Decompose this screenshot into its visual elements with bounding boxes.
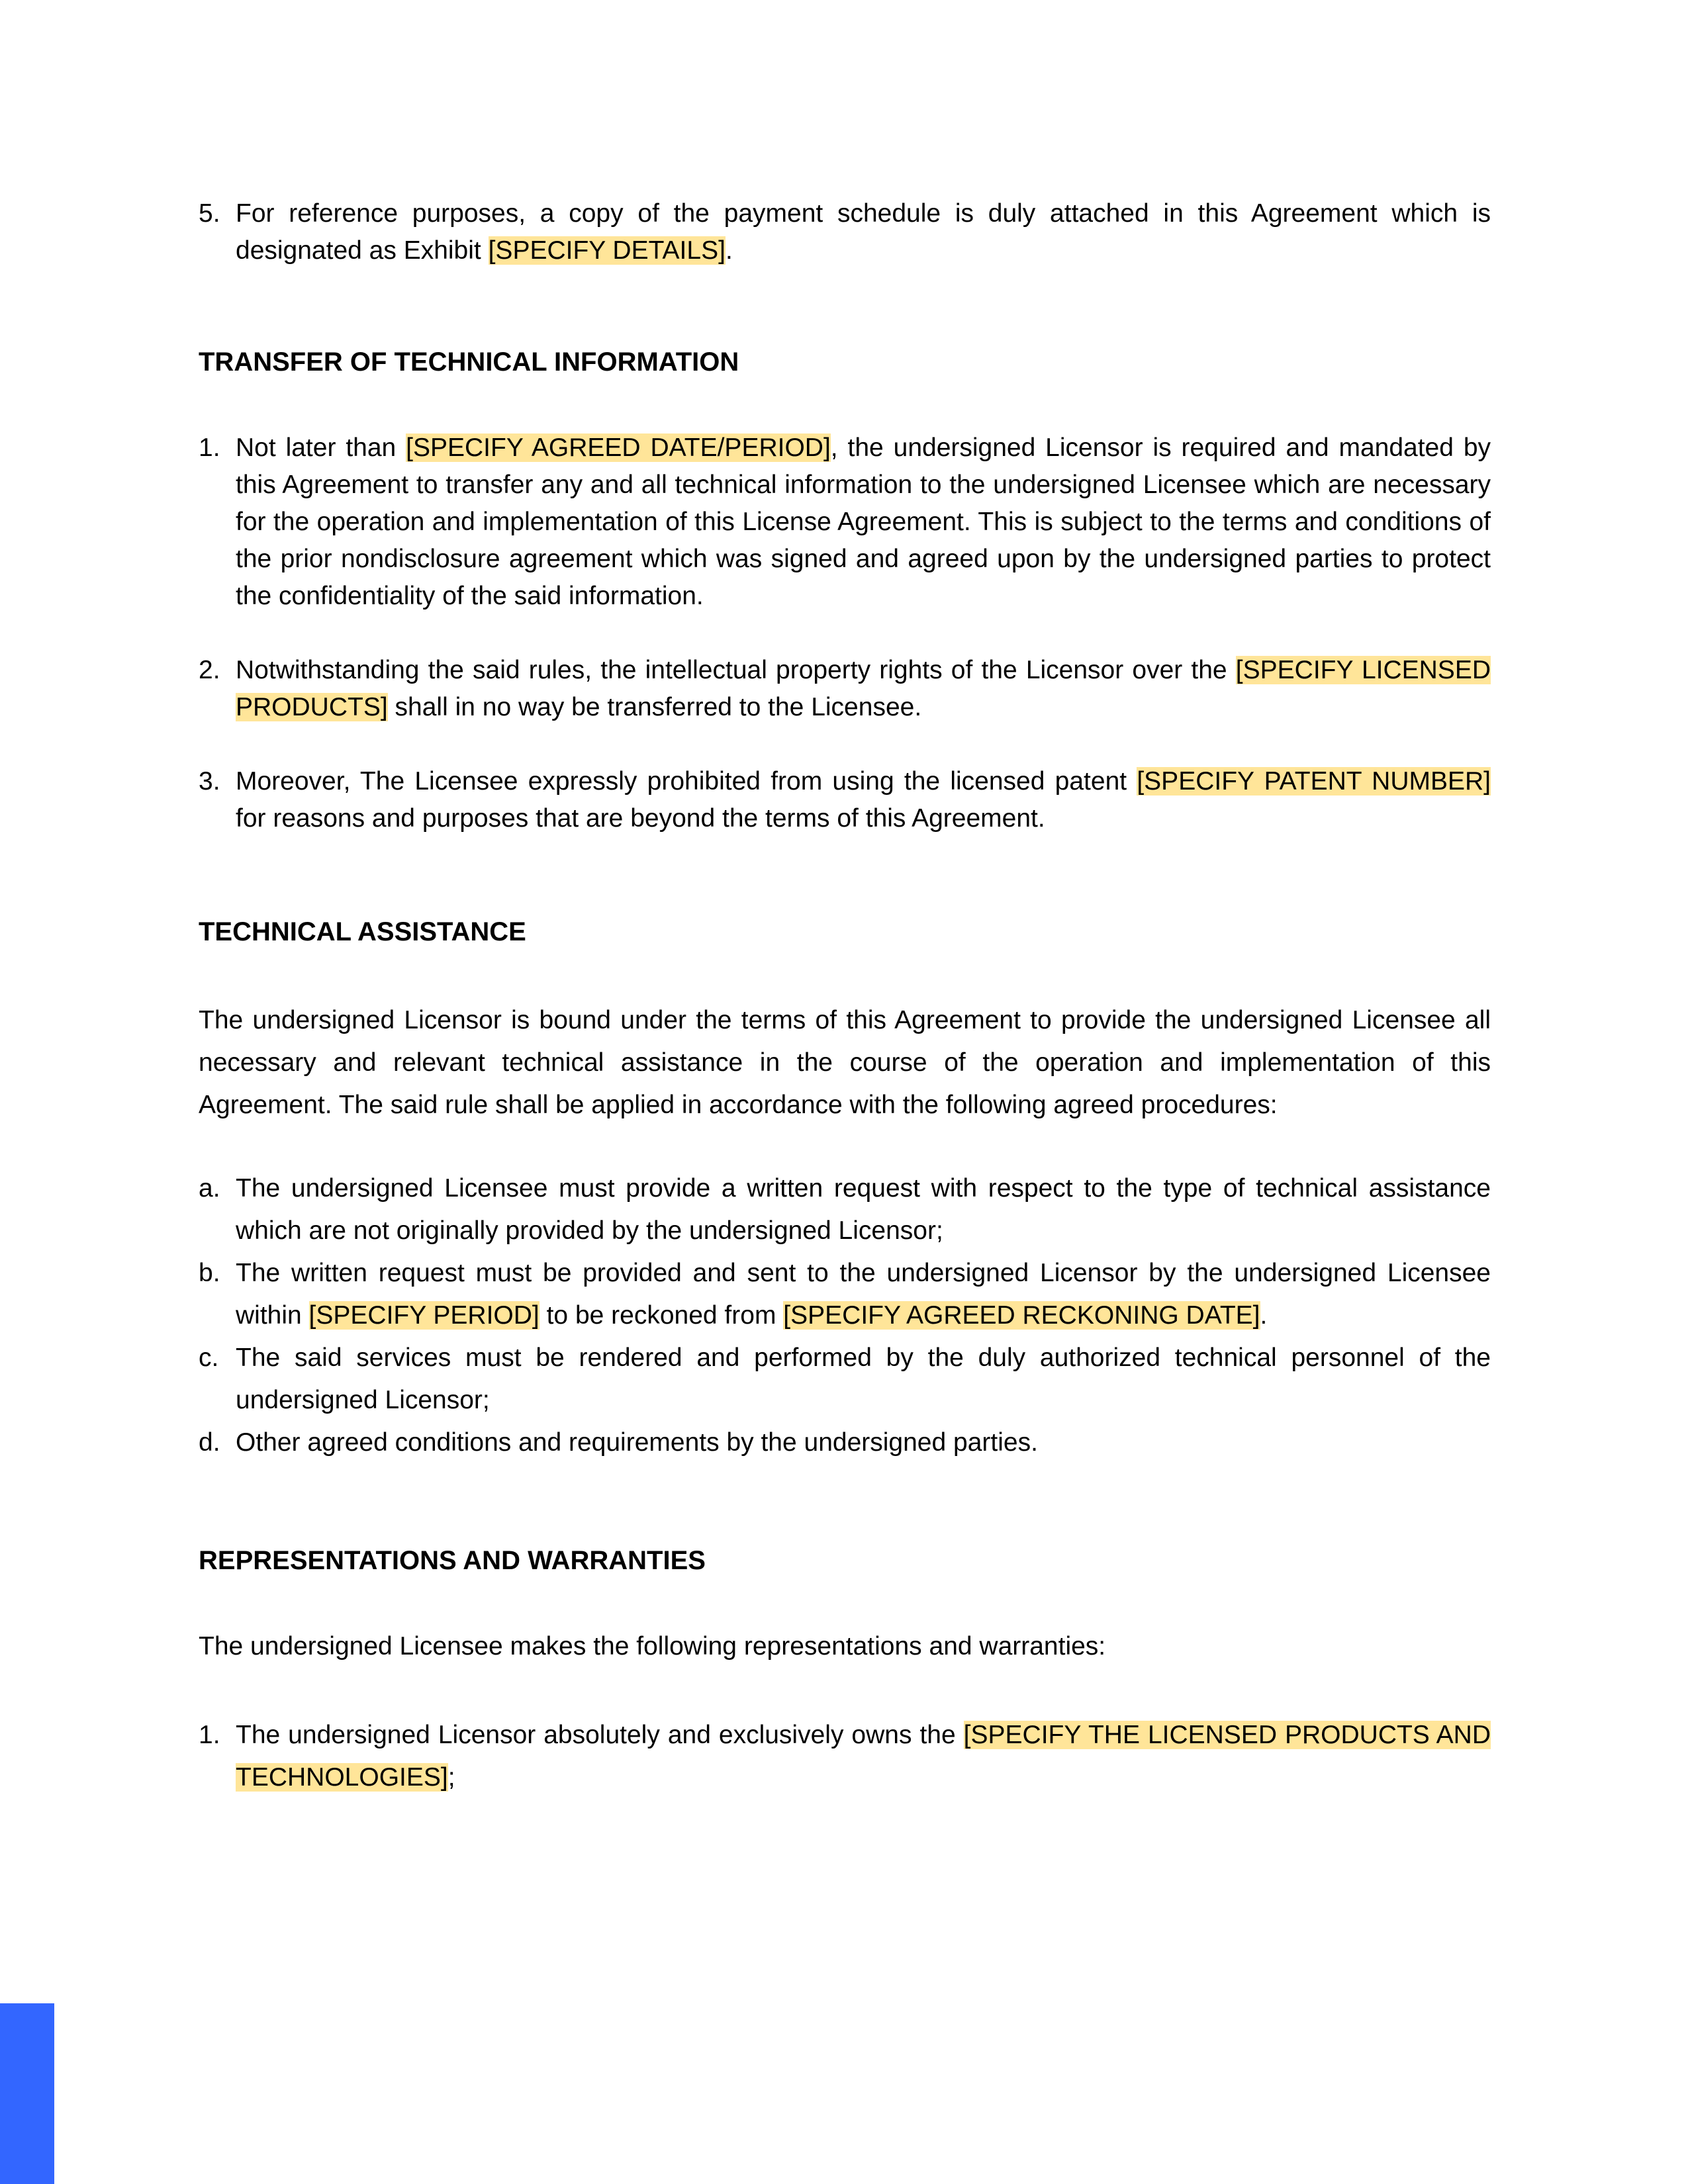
accent-bar — [0, 2003, 54, 2184]
section-heading-transfer: TRANSFER OF TECHNICAL INFORMATION — [199, 347, 739, 377]
list-letter: a. — [199, 1174, 220, 1203]
placeholder-highlight: [SPECIFY PERIOD] — [308, 1301, 539, 1330]
list-item — [199, 652, 1491, 726]
list-number: 3. — [199, 767, 220, 796]
list-text: The undersigned Licensee must provide a written request with respect to the type of technical assistance which are not originally provided by the undersigned Licensor; — [236, 1174, 1491, 1245]
section-heading-assistance: TECHNICAL ASSISTANCE — [199, 917, 526, 946]
list-item — [199, 430, 1491, 615]
text-segment: ; — [447, 1763, 455, 1792]
text-segment: Notwithstanding the said rules, the intellectual property rights of the Licensor over the — [236, 656, 1236, 684]
list-item — [199, 1337, 1491, 1422]
assistance-procedures-list — [199, 1167, 1491, 1464]
list-text — [236, 1252, 1491, 1337]
list-letter: d. — [199, 1428, 220, 1457]
text-segment: . — [725, 236, 733, 265]
payment-schedule-item — [199, 195, 1491, 269]
text-segment: Moreover, The Licensee expressly prohibited from using the licensed patent — [236, 767, 1137, 796]
placeholder-highlight: [SPECIFY PATENT NUMBER] — [1137, 767, 1491, 796]
list-number: 5. — [199, 199, 220, 228]
text-segment: for reasons and purposes that are beyond the terms of this Agreement. — [236, 804, 1045, 833]
text-segment: Not later than — [236, 433, 406, 462]
list-text — [236, 652, 1491, 726]
text-segment: shall in no way be transferred to the Licensee. — [387, 693, 922, 721]
placeholder-highlight: [SPECIFY LICENSED PRODUCTS] — [236, 656, 1491, 721]
text-segment: The written request must be provided and sent to the undersigned Licensor by the undersigned Licensee within — [236, 1259, 1491, 1330]
list-number: 2. — [199, 656, 220, 684]
list-text: Other agreed conditions and requirements by the undersigned parties. — [236, 1428, 1038, 1457]
list-text: The said services must be rendered and performed by the duly authorized technical personnel of the undersigned Licensor; — [236, 1343, 1491, 1414]
list-text — [236, 195, 1491, 269]
section-heading-warranties: REPRESENTATIONS AND WARRANTIES — [199, 1546, 706, 1575]
warranties-intro-paragraph: The undersigned Licensee makes the following representations and warranties: — [199, 1632, 1106, 1661]
text-segment: For reference purposes, a copy of the payment schedule is duly attached in this Agreement which is designated as Exhibit — [236, 199, 1491, 265]
list-letter: c. — [199, 1343, 219, 1372]
text-segment: The undersigned Licensor absolutely and exclusively owns the — [236, 1721, 964, 1749]
placeholder-highlight: [SPECIFY AGREED RECKONING DATE] — [783, 1301, 1260, 1330]
list-item — [199, 1167, 1491, 1252]
text-segment: . — [1260, 1301, 1268, 1330]
placeholder-highlight: [SPECIFY AGREED DATE/PERIOD] — [406, 433, 831, 462]
list-item — [199, 1252, 1491, 1337]
assistance-intro-paragraph: The undersigned Licensor is bound under the terms of this Agreement to provide the undersigned Licensee all necessary and relevant technical assistance in the course of the operation and implementation of this Agreement. The said rule shall be applied in accordance with the following agreed procedures: — [199, 1006, 1491, 1119]
list-item — [199, 763, 1491, 837]
list-text — [236, 430, 1491, 615]
list-number: 1. — [199, 433, 220, 462]
list-letter: b. — [199, 1259, 220, 1287]
list-text — [236, 1714, 1491, 1799]
list-number: 1. — [199, 1721, 220, 1749]
text-segment: to be reckoned from — [539, 1301, 784, 1330]
list-item — [199, 1714, 1491, 1799]
placeholder-highlight: [SPECIFY DETAILS] — [488, 236, 726, 265]
list-item — [199, 1422, 1491, 1464]
list-text — [236, 763, 1491, 837]
text-segment: , the undersigned Licensor is required and mandated by this Agreement to transfer any and all technical information to the undersigned Licensee which are necessary for the operation and implementation of this License Agreement. This is subject to the terms and conditions of the prior nondisclosure agreement which was signed and agreed upon by the undersigned parties to protect the confidentiality of the said information. — [236, 433, 1491, 610]
placeholder-highlight: [SPECIFY THE LICENSED PRODUCTS AND TECHNOLOGIES] — [236, 1721, 1491, 1792]
document-page — [199, 195, 1491, 1799]
